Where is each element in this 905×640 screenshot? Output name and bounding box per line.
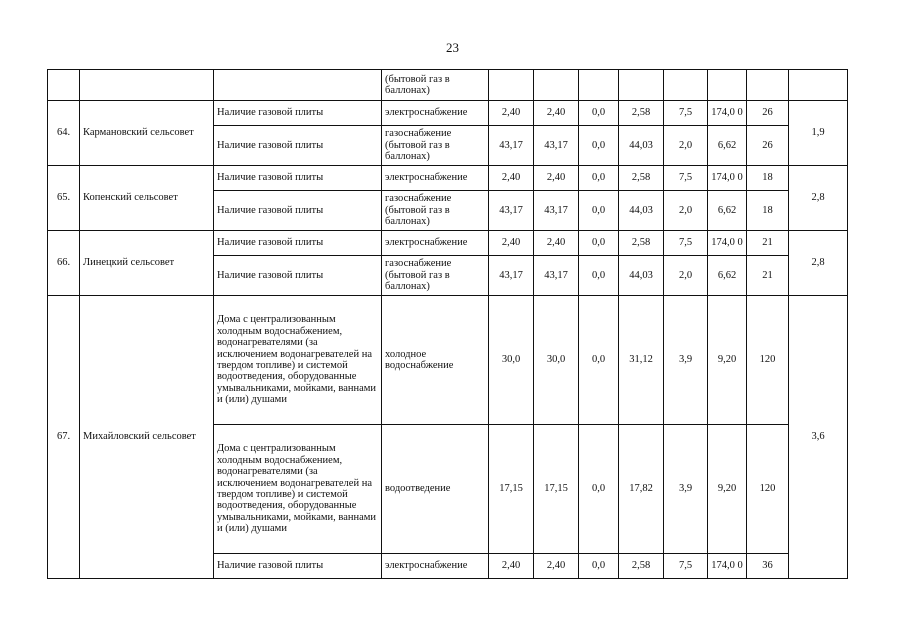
cell-value: 0,0 [579, 231, 619, 256]
cell-value: 31,12 [619, 296, 664, 425]
cell-value [747, 70, 789, 101]
cell-service: электроснабжение [382, 101, 489, 126]
cell-total: 1,9 [789, 101, 848, 166]
cell-value: 174,0 0 [708, 101, 747, 126]
cell-value: 44,03 [619, 256, 664, 296]
cell-value: 17,82 [619, 425, 664, 554]
cell-value: 43,17 [534, 191, 579, 231]
cell-value: 44,03 [619, 126, 664, 166]
cell-value: 6,62 [708, 126, 747, 166]
cell-service: (бытовой газ в баллонах) [382, 70, 489, 101]
cell-value: 174,0 0 [708, 554, 747, 579]
cell-value: 3,9 [664, 425, 708, 554]
cell-value: 43,17 [534, 126, 579, 166]
cell-condition: Наличие газовой плиты [214, 554, 382, 579]
cell-value: 2,0 [664, 191, 708, 231]
cell-value: 7,5 [664, 231, 708, 256]
cell-service: водоотведение [382, 425, 489, 554]
row-number: 66. [48, 231, 80, 296]
cell-value: 174,0 0 [708, 231, 747, 256]
cell-value: 2,0 [664, 256, 708, 296]
cell-value [579, 70, 619, 101]
cell-value: 17,15 [489, 425, 534, 554]
cell-name [80, 70, 214, 101]
cell-value: 0,0 [579, 101, 619, 126]
cell-value: 26 [747, 101, 789, 126]
cell-value: 36 [747, 554, 789, 579]
cell-service: электроснабжение [382, 166, 489, 191]
cell-value: 2,40 [489, 231, 534, 256]
cell-value: 21 [747, 231, 789, 256]
cell-service: газоснабжение (бытовой газ в баллонах) [382, 191, 489, 231]
cell-condition: Наличие газовой плиты [214, 231, 382, 256]
cell-service: газоснабжение (бытовой газ в баллонах) [382, 256, 489, 296]
page-number: 23 [446, 40, 459, 55]
cell-value: 0,0 [579, 166, 619, 191]
cell-value: 0,0 [579, 126, 619, 166]
cell-value: 18 [747, 166, 789, 191]
cell-service: газоснабжение (бытовой газ в баллонах) [382, 126, 489, 166]
cell-value: 21 [747, 256, 789, 296]
table-row [48, 70, 848, 101]
cell-service: электроснабжение [382, 231, 489, 256]
cell-condition: Наличие газовой плиты [214, 166, 382, 191]
cell-value: 0,0 [579, 256, 619, 296]
cell-value: 2,40 [534, 166, 579, 191]
cell-value: 2,0 [664, 126, 708, 166]
table-row [48, 166, 848, 191]
cell-value: 2,40 [489, 101, 534, 126]
cell-condition: Дома с централизованным холодным водоснабжением, водонагревателями (за исключением водонагревателей на твердом топливе) и системой водоотведения, оборудованные умывальниками, мойками, ваннами и (или) душами [214, 296, 382, 425]
row-number: 67. [48, 296, 80, 579]
cell-total: 3,6 [789, 296, 848, 579]
cell-value: 2,40 [534, 554, 579, 579]
cell-value: 26 [747, 126, 789, 166]
cell-value [708, 70, 747, 101]
cell-value [489, 70, 534, 101]
cell-condition: Наличие газовой плиты [214, 191, 382, 231]
cell-total: 2,8 [789, 166, 848, 231]
cell-value: 30,0 [534, 296, 579, 425]
cell-value: 18 [747, 191, 789, 231]
cell-value: 17,15 [534, 425, 579, 554]
settlement-name: Кармановский сельсовет [80, 101, 214, 166]
table-body [48, 70, 848, 579]
cell-value: 2,40 [489, 554, 534, 579]
cell-value: 120 [747, 296, 789, 425]
cell-value: 120 [747, 425, 789, 554]
settlement-name: Копенский сельсовет [80, 166, 214, 231]
cell-total: 2,8 [789, 231, 848, 296]
row-number: 64. [48, 101, 80, 166]
cell-value: 43,17 [489, 191, 534, 231]
cell-value: 7,5 [664, 166, 708, 191]
cell-value: 7,5 [664, 101, 708, 126]
cell-no [48, 70, 80, 101]
cell-value: 2,58 [619, 166, 664, 191]
cell-value: 6,62 [708, 256, 747, 296]
cell-value: 43,17 [534, 256, 579, 296]
cell-service: электроснабжение [382, 554, 489, 579]
cell-value: 0,0 [579, 191, 619, 231]
cell-value: 2,58 [619, 554, 664, 579]
cell-value: 2,40 [534, 231, 579, 256]
cell-value: 30,0 [489, 296, 534, 425]
cell-condition [214, 70, 382, 101]
cell-service: холодное водоснабжение [382, 296, 489, 425]
settlement-name: Линецкий сельсовет [80, 231, 214, 296]
cell-value: 6,62 [708, 191, 747, 231]
cell-condition: Наличие газовой плиты [214, 101, 382, 126]
cell-value: 2,40 [534, 101, 579, 126]
cell-value: 0,0 [579, 554, 619, 579]
table-row [48, 101, 848, 126]
cell-value: 43,17 [489, 256, 534, 296]
cell-value: 0,0 [579, 425, 619, 554]
cell-value: 2,40 [489, 166, 534, 191]
cell-value: 9,20 [708, 425, 747, 554]
cell-value [664, 70, 708, 101]
settlement-name: Михайловский сельсовет [80, 296, 214, 579]
cell-value: 2,58 [619, 231, 664, 256]
cell-value: 0,0 [579, 296, 619, 425]
table-row [48, 296, 848, 425]
cell-value: 2,58 [619, 101, 664, 126]
cell-value [534, 70, 579, 101]
cell-value [619, 70, 664, 101]
cell-condition: Наличие газовой плиты [214, 126, 382, 166]
cell-condition: Дома с централизованным холодным водоснабжением, водонагревателями (за исключением водонагревателей на твердом топливе) и системой водоотведения, оборудованные умывальниками, мойками, ваннами и (или) душами [214, 425, 382, 554]
cell-value: 43,17 [489, 126, 534, 166]
cell-value: 44,03 [619, 191, 664, 231]
cell-value: 174,0 0 [708, 166, 747, 191]
cell-value: 3,9 [664, 296, 708, 425]
cell-value: 7,5 [664, 554, 708, 579]
cell-value: 9,20 [708, 296, 747, 425]
cell-total [789, 70, 848, 101]
table-row [48, 231, 848, 256]
cell-condition: Наличие газовой плиты [214, 256, 382, 296]
row-number: 65. [48, 166, 80, 231]
tariff-table [47, 69, 848, 579]
